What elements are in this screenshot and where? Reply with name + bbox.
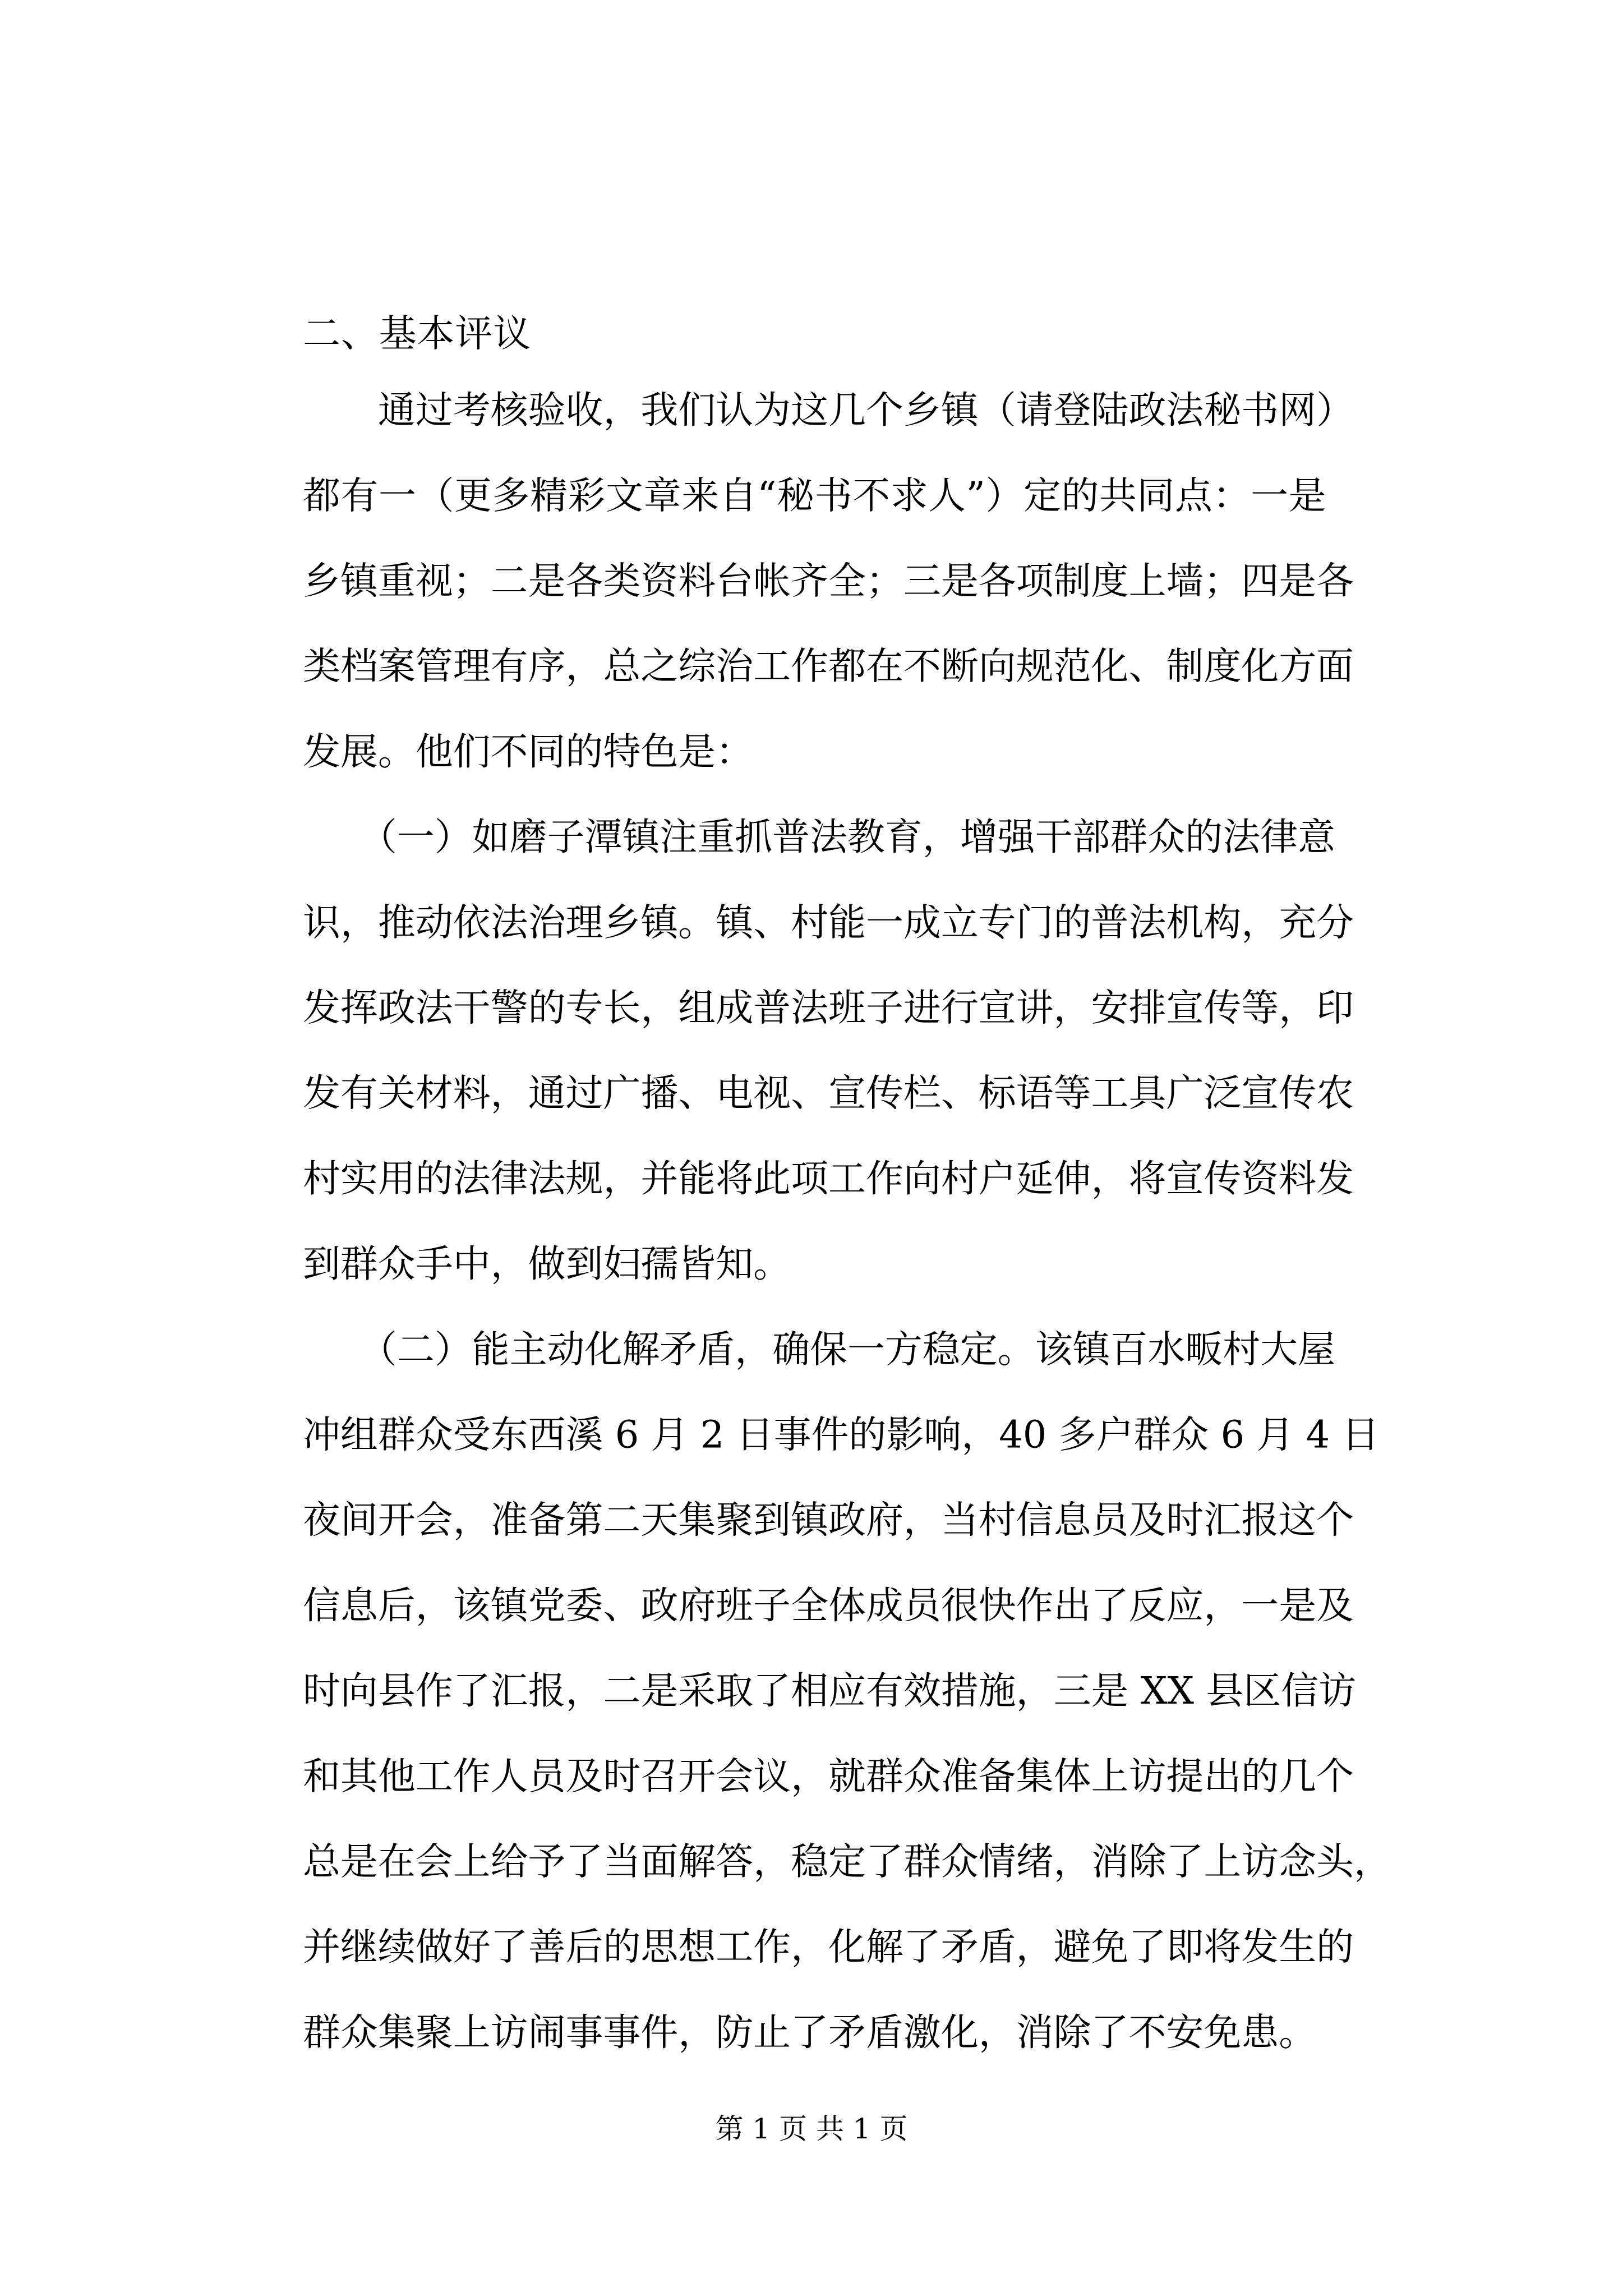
paragraph-1 [303, 368, 1354, 795]
paragraph-line: 村实用的法律法规，并能将此项工作向村户延伸，将宣传资料发 [303, 1157, 1354, 1201]
paragraph-line: 乡镇重视；二是各类资料台帐齐全；三是各项制度上墙；四是各 [303, 559, 1354, 604]
paragraph-line: 类档案管理有序，总之综治工作都在不断向规范化、制度化方面 [303, 645, 1354, 689]
paragraph-line: （一）如磨子潭镇注重抓普法教育，增强干部群众的法律意 [359, 815, 1336, 859]
section-heading [303, 300, 1326, 368]
paragraph-line: 夜间开会，准备第二天集聚到镇政府，当村信息员及时汇报这个 [303, 1498, 1354, 1543]
paragraph-line: 到群众手中，做到妇孺皆知。 [303, 1242, 791, 1286]
page-footer [0, 2109, 1623, 2148]
paragraph-2 [303, 795, 1354, 1307]
paragraph-line: 都有一（更多精彩文章来自“秘书不求人”）定的共同点：一是 [303, 473, 1326, 518]
paragraph-line: 和其他工作人员及时召开会议，就群众准备集体上访提出的几个 [303, 1754, 1354, 1798]
page-number-label: 第 1 页 共 1 页 [715, 2113, 908, 2145]
paragraph-line: 发有关材料，通过广播、电视、宣传栏、标语等工具广泛宣传农 [303, 1071, 1354, 1116]
paragraph-line: 冲组群众受东西溪 6 月 2 日事件的影响，40 多户群众 6 月 4 日 [303, 1413, 1380, 1457]
paragraph-line: 识，推动依法治理乡镇。镇、村能一成立专门的普法机构，充分 [303, 900, 1354, 945]
paragraph-line: （二）能主动化解矛盾，确保一方稳定。该镇百水畈村大屋 [359, 1327, 1336, 1372]
paragraph-line: 群众集聚上访闹事事件，防止了矛盾激化，消除了不安免患。 [303, 2010, 1317, 2055]
document-body [303, 300, 1391, 2076]
paragraph-line: 信息后，该镇党委、政府班子全体成员很快作出了反应，一是及 [303, 1584, 1354, 1628]
paragraph-line: 发展。他们不同的特色是： [303, 730, 754, 774]
paragraph-line: 总是在会上给予了当面解答，稳定了群众情绪，消除了上访念头， [303, 1840, 1391, 1884]
section-heading-text: 二、基本评议 [303, 312, 532, 356]
paragraph-line: 并继续做好了善后的思想工作，化解了矛盾，避免了即将发生的 [303, 1925, 1354, 1970]
paragraph-line: 通过考核验收，我们认为这几个乡镇（请登陆政法秘书网） [377, 388, 1354, 432]
paragraph-line: 发挥政法干警的专长，组成普法班子进行宣讲，安排宣传等，印 [303, 986, 1354, 1030]
paragraph-3 [303, 1307, 1391, 2076]
paragraph-line: 时向县作了汇报，二是采取了相应有效措施，三是 XX 县区信访 [303, 1669, 1357, 1713]
